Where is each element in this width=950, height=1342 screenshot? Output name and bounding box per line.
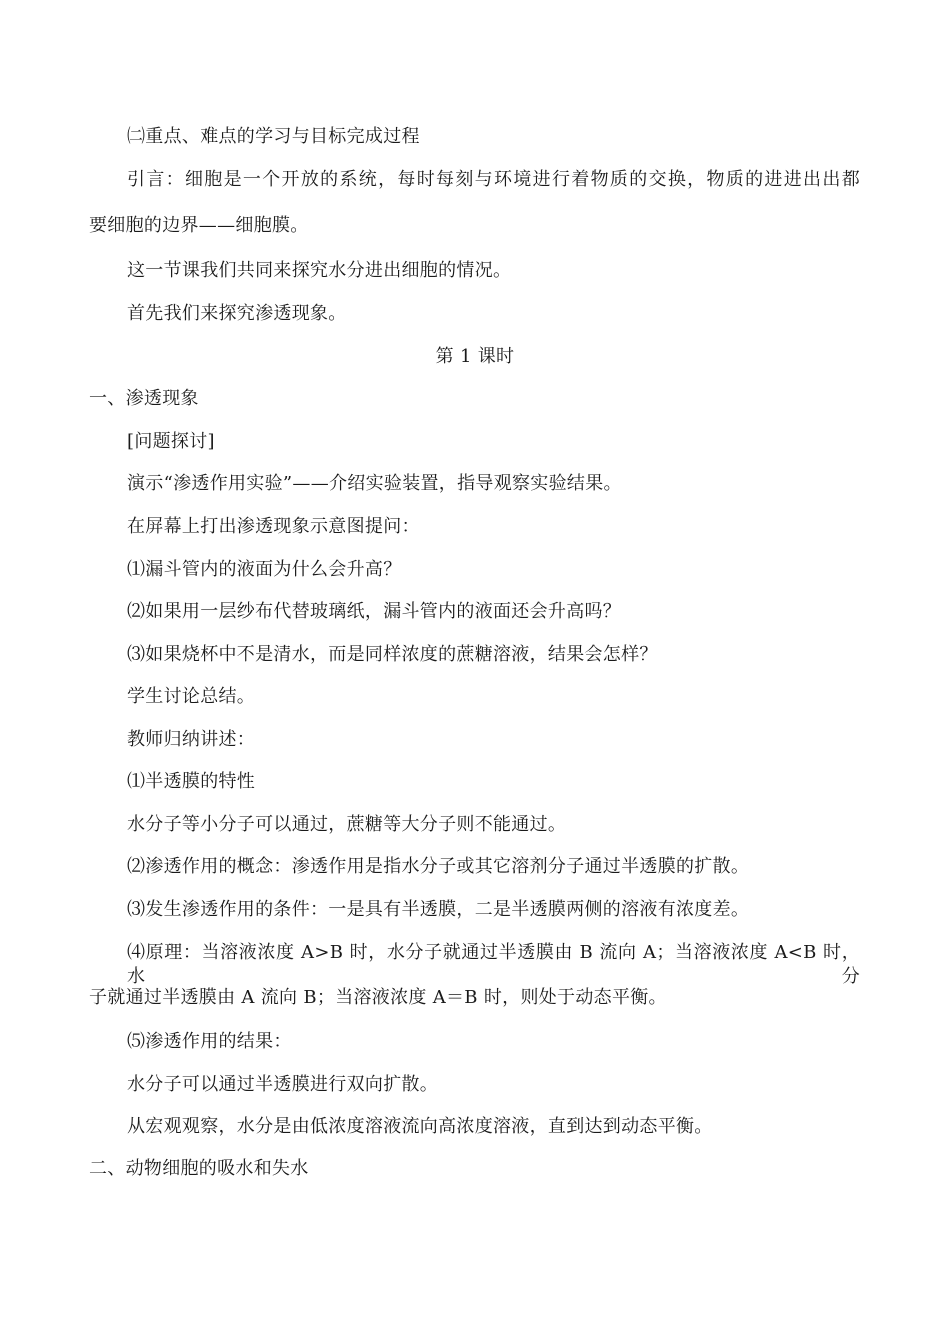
point-4-line-2: 子就通过半透膜由 A 流向 B；当溶液浓度 A＝B 时，则处于动态平衡。 <box>89 987 667 1008</box>
point-5-text-2: 从宏观观察，水分是由低浓度溶液流向高浓度溶液，直到达到动态平衡。 <box>127 1116 713 1137</box>
heading-two: 二、动物细胞的吸水和失水 <box>89 1158 309 1179</box>
problem-discussion-label: [问题探讨] <box>127 431 215 452</box>
point-4-line-1: ⑷原理：当溶液浓度 A>B 时，水分子就通过半透膜由 B 流向 A；当溶液浓度 A<B 时，水分 <box>127 942 860 987</box>
student-summary: 学生讨论总结。 <box>127 686 256 707</box>
lesson-title: 第 1 课时 <box>435 346 515 367</box>
paragraph-first: 首先我们来探究渗透现象。 <box>127 303 347 324</box>
section-heading: ㈡重点、难点的学习与目标完成过程 <box>127 126 420 147</box>
point-1-title: ⑴半透膜的特性 <box>127 771 256 792</box>
intro-line-1: 引言：细胞是一个开放的系统，每时每刻与环境进行着物质的交换，物质的进进出出都 <box>127 169 860 190</box>
teacher-summary: 教师归纳讲述： <box>127 729 256 750</box>
demo-paragraph: 演示“渗透作用实验”——介绍实验装置，指导观察实验结果。 <box>127 473 622 494</box>
point-3: ⑶发生渗透作用的条件：一是具有半透膜，二是半透膜两侧的溶液有浓度差。 <box>127 899 750 920</box>
point-1-text: 水分子等小分子可以通过，蔗糖等大分子则不能通过。 <box>127 814 567 835</box>
question-3: ⑶如果烧杯中不是清水，而是同样浓度的蔗糖溶液，结果会怎样？ <box>127 644 658 665</box>
intro-line-2: 要细胞的边界——细胞膜。 <box>89 215 309 236</box>
paragraph-this-lesson: 这一节课我们共同来探究水分进出细胞的情况。 <box>127 260 512 281</box>
question-1: ⑴漏斗管内的液面为什么会升高？ <box>127 559 402 580</box>
point-5-title: ⑸渗透作用的结果： <box>127 1031 292 1052</box>
point-2: ⑵渗透作用的概念：渗透作用是指水分子或其它溶剂分子通过半透膜的扩散。 <box>127 856 750 877</box>
question-2: ⑵如果用一层纱布代替玻璃纸，漏斗管内的液面还会升高吗？ <box>127 601 622 622</box>
heading-one: 一、渗透现象 <box>89 388 199 409</box>
point-5-text-1: 水分子可以通过半透膜进行双向扩散。 <box>127 1074 439 1095</box>
screen-question: 在屏幕上打出渗透现象示意图提问： <box>127 516 420 537</box>
